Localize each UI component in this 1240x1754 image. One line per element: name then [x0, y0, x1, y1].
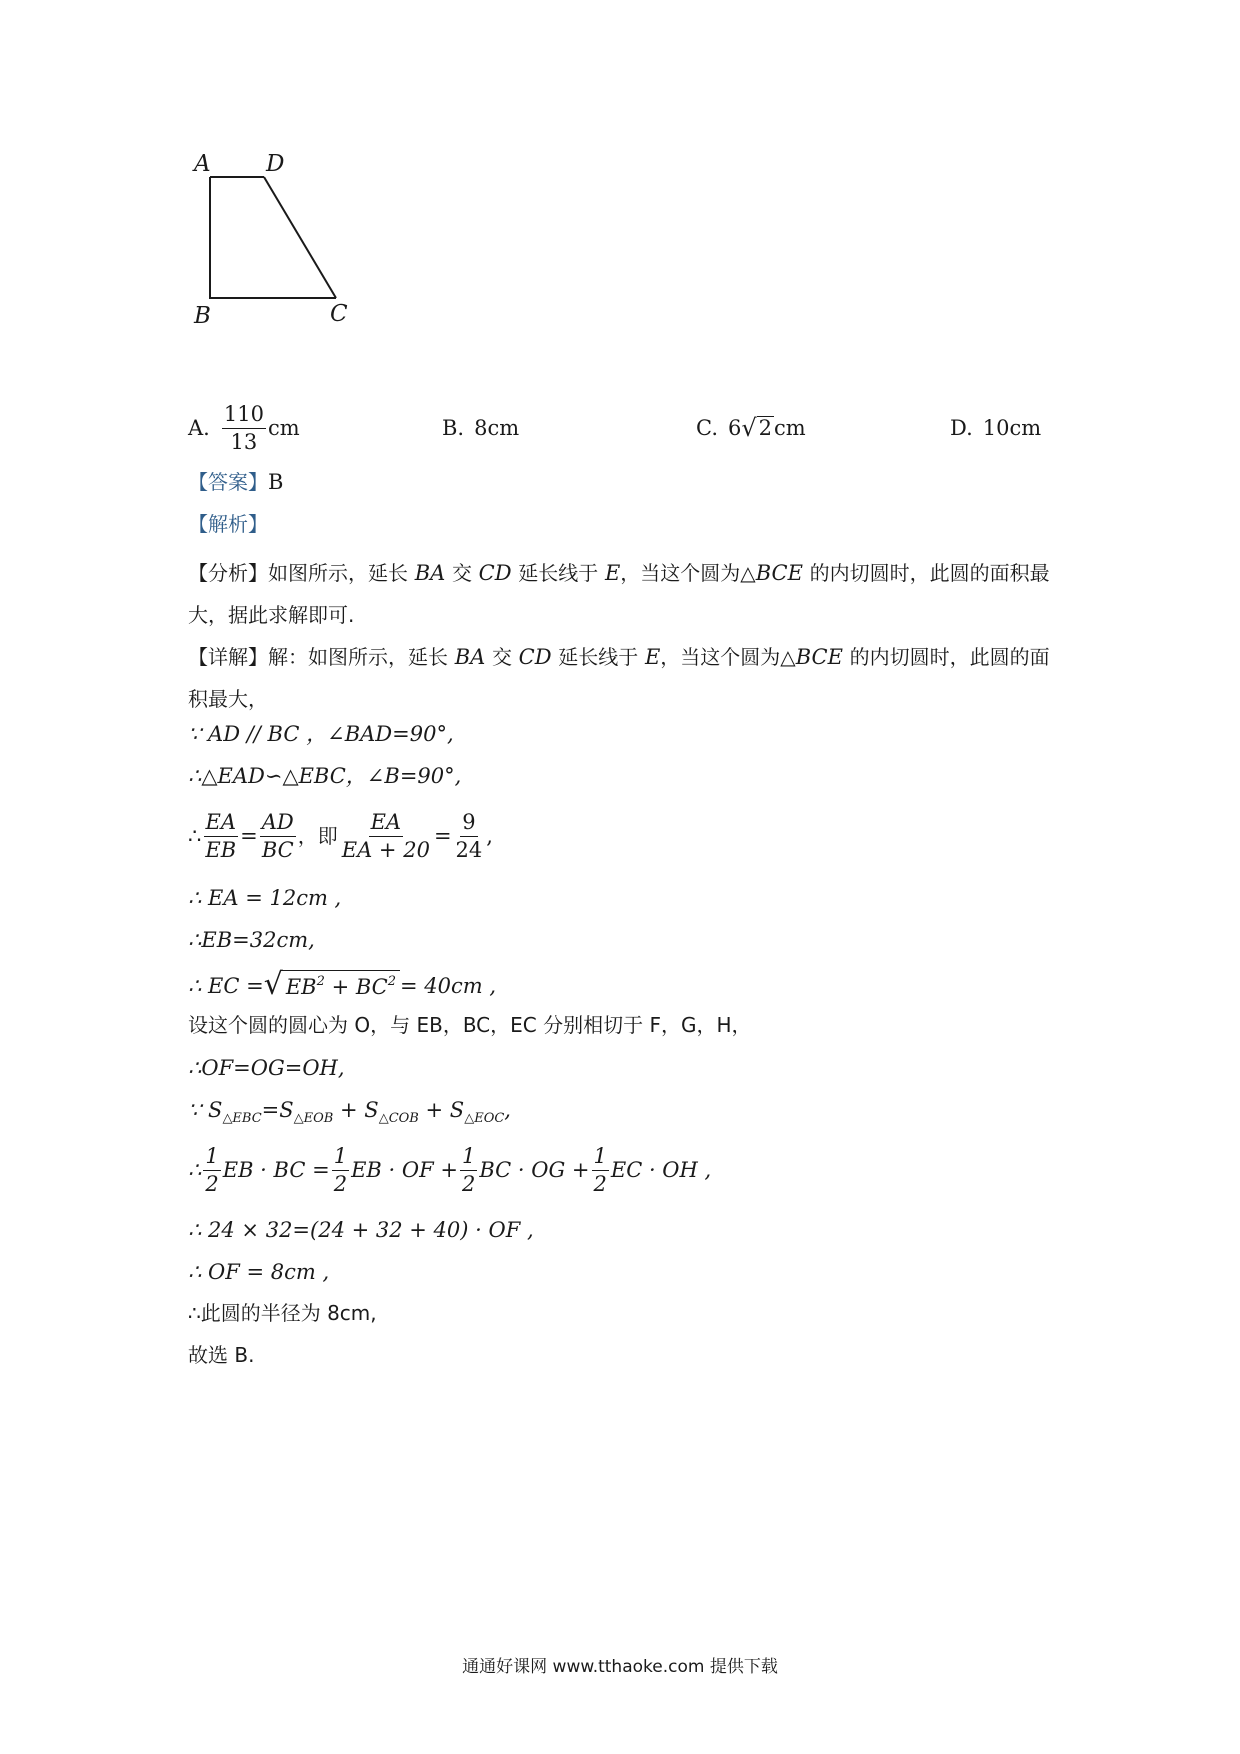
coefficient: 6 — [728, 416, 742, 440]
fraction-half — [460, 1143, 477, 1196]
answer-line — [188, 468, 1068, 496]
step-4: ∴ EA = 12cm , — [188, 886, 342, 910]
fraction-ad-bc — [260, 809, 296, 862]
xiangjie-tag: 【详解】 — [188, 645, 268, 669]
fraction-ea-ea20 — [340, 809, 432, 862]
numerator: 1 — [460, 1146, 477, 1171]
xiangjie-paragraph — [188, 636, 1068, 720]
square-root — [741, 414, 774, 443]
fenxi-var-e: E — [604, 561, 621, 585]
step-13: ∴此圆的半径为 8cm, — [188, 1301, 377, 1325]
numerator: EA — [369, 812, 404, 837]
xiangjie-var-e: E — [644, 645, 661, 669]
fenxi-var-bce: BCE — [755, 561, 803, 585]
xiangjie-var-cd: CD — [518, 645, 552, 669]
exponent: 2 — [387, 974, 397, 990]
denominator: 13 — [230, 429, 258, 454]
xiangjie-text-2: 交 — [491, 645, 512, 669]
xiangjie-var-ba: BA — [454, 645, 486, 669]
comma: , — [504, 1098, 511, 1122]
answer-options — [188, 393, 1088, 463]
analysis-tag-line — [188, 510, 1068, 538]
fenxi-text-2: 交 — [451, 561, 472, 585]
denominator: 24 — [455, 837, 483, 862]
radical-sign-icon: √ — [263, 967, 283, 1003]
xiangjie-var-bce: BCE — [795, 645, 843, 669]
equals-sign: = — [433, 823, 452, 848]
xiangjie-text-3: 延长线于 — [558, 645, 639, 669]
comma: , — [486, 823, 493, 848]
fenxi-text-4: ，当这个圆为△ — [620, 561, 756, 585]
trapezoid-diagram — [188, 145, 408, 345]
fraction — [222, 401, 266, 454]
area-term: + S — [418, 1098, 465, 1122]
fraction-half — [203, 1143, 220, 1196]
step-12: ∴ OF = 8cm , — [188, 1260, 330, 1284]
option-letter: D. — [950, 416, 973, 440]
fraction-half — [332, 1143, 349, 1196]
option-b — [442, 393, 519, 463]
xiangjie-text-4: ，当这个圆为△ — [660, 645, 796, 669]
fraction-9-24 — [454, 809, 485, 862]
xiangjie-text-1: 解：如图所示，延长 — [268, 645, 448, 669]
vertex-label-a: A — [194, 151, 211, 177]
step-10 — [188, 1134, 1068, 1206]
fenxi-text-5: 的内切圆时，此圆的面积最大，据此求解即可. — [188, 561, 1050, 627]
fenxi-var-cd: CD — [478, 561, 512, 585]
term-bc: BC — [355, 975, 388, 1000]
numerator: 9 — [460, 812, 477, 837]
numerator: 1 — [203, 1146, 220, 1171]
denominator: 2 — [593, 1171, 607, 1196]
step-5: ∴EB=32cm, — [188, 928, 315, 952]
option-a — [188, 393, 300, 463]
side-dc — [264, 177, 336, 298]
analysis-tag: 【解析】 — [188, 512, 268, 536]
side-ab-bc — [210, 177, 336, 298]
fenxi-tag: 【分析】 — [188, 561, 268, 585]
numerator: AD — [260, 812, 296, 837]
answer-value: B — [268, 470, 284, 494]
fraction-half — [592, 1143, 609, 1196]
page-footer: 通通好课网 www.tthaoke.com 提供下载 — [462, 1657, 778, 1677]
option-d — [950, 393, 1041, 463]
vertex-label-d: D — [266, 151, 285, 177]
square-root — [263, 967, 400, 1003]
area-term: ∵ S — [188, 1098, 223, 1122]
numerator: EA — [204, 812, 239, 837]
unit: cm — [267, 416, 300, 440]
denominator: EB — [205, 837, 237, 862]
fenxi-paragraph — [188, 552, 1068, 636]
unit: cm — [774, 416, 806, 440]
step-14: 故选 B. — [188, 1343, 255, 1367]
equals-sign: = — [240, 823, 258, 848]
step-10-term-2: EB · OF + — [351, 1157, 458, 1182]
denominator: 2 — [205, 1171, 219, 1196]
area-term: + S — [333, 1098, 379, 1122]
therefore-symbol: ∴ — [188, 1157, 202, 1182]
step-6 — [188, 962, 1068, 1010]
step-10-term-3: BC · OG + — [479, 1157, 590, 1182]
denominator: BC — [261, 837, 294, 862]
fraction-ea-eb — [203, 809, 238, 862]
option-value: 10cm — [982, 416, 1042, 440]
step-9 — [188, 1096, 1068, 1128]
fenxi-var-ba: BA — [414, 561, 446, 585]
denominator: EA + 20 — [341, 837, 430, 862]
radical-sign-icon: √ — [741, 414, 757, 443]
denominator: 2 — [461, 1171, 476, 1196]
plus-sign: + — [324, 975, 356, 1000]
option-letter: A. — [188, 416, 210, 440]
vertex-label-b: B — [194, 303, 211, 329]
therefore-symbol: ∴ — [188, 823, 202, 848]
radicand — [282, 970, 400, 1001]
numerator: 1 — [332, 1146, 349, 1171]
step-11: ∴ 24 × 32=(24 + 32 + 40) · OF , — [188, 1218, 534, 1242]
fenxi-text-1: 如图所示，延长 — [268, 561, 408, 585]
step-8: ∴OF=OG=OH, — [188, 1056, 345, 1080]
option-value: 8cm — [474, 416, 520, 440]
numerator: 110 — [222, 404, 266, 429]
step-2: ∴△EAD∽△EBC，∠B=90°, — [188, 764, 462, 788]
denominator: 2 — [333, 1171, 348, 1196]
option-letter: C. — [696, 416, 718, 440]
fenxi-text-3: 延长线于 — [518, 561, 599, 585]
subscript: △EOC — [464, 1111, 505, 1126]
exponent: 2 — [316, 974, 325, 990]
step-10-term-1: EB · BC = — [222, 1157, 330, 1182]
option-letter: B. — [442, 416, 465, 440]
trapezoid-figure — [188, 145, 408, 345]
step-3-text: ，即 — [297, 823, 338, 848]
answer-tag: 【答案】 — [188, 470, 268, 494]
subscript: △EOB — [293, 1111, 334, 1126]
xiangjie-text-5: 的内切圆时，此圆的面积最大， — [188, 645, 1050, 711]
step-10-term-4: EC · OH , — [610, 1157, 712, 1182]
term-eb: EB — [285, 975, 317, 1000]
subscript: △COB — [378, 1111, 419, 1126]
step-6-result: = 40cm , — [400, 973, 497, 998]
vertex-label-c: C — [330, 301, 348, 327]
step-7: 设这个圆的圆心为 O，与 EB，BC，EC 分别相切于 F，G，H， — [188, 1013, 752, 1037]
subscript: △EBC — [222, 1111, 262, 1126]
step-3 — [188, 800, 1068, 872]
option-c — [696, 393, 806, 463]
step-1: ∵ AD // BC ，∠BAD=90°, — [188, 722, 454, 746]
radicand: 2 — [758, 415, 773, 440]
step-6-prefix: ∴ EC = — [188, 973, 264, 998]
numerator: 1 — [592, 1146, 609, 1171]
area-term: =S — [261, 1098, 294, 1122]
